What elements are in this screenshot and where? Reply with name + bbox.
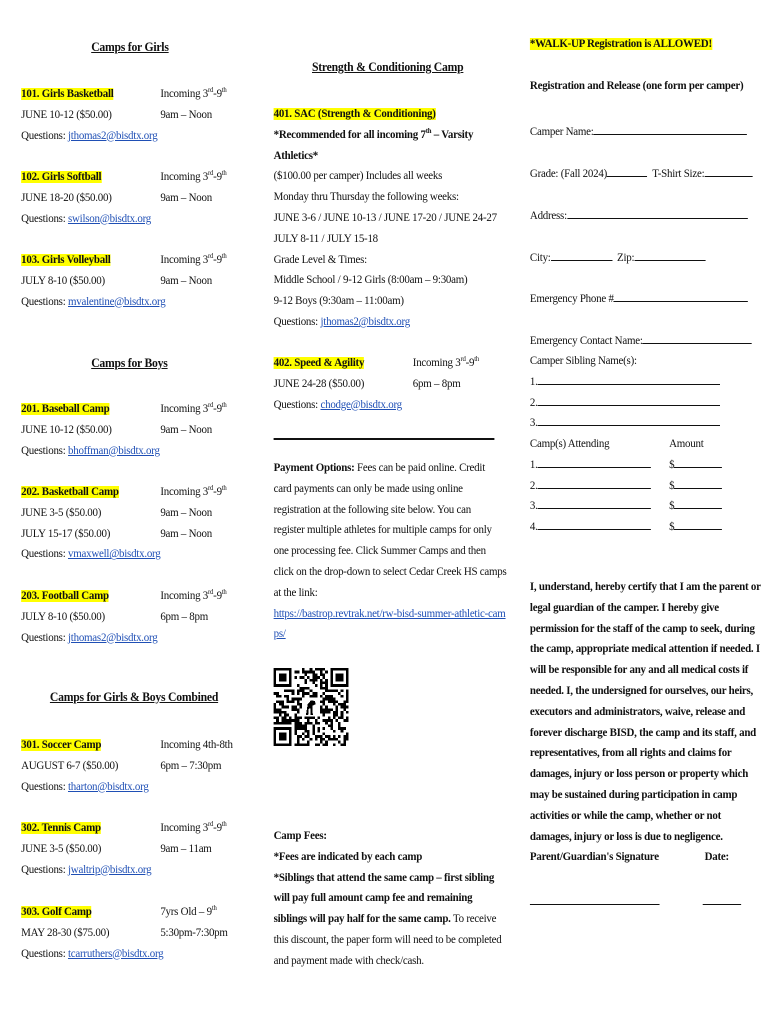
payment-line: click on the drop-down to select Cedar Creek HS camps <box>273 565 507 578</box>
girls-camps-header: Camps for Girls <box>91 40 169 54</box>
date-line[interactable] <box>703 904 741 905</box>
camp-dates: MAY 28-30 ($75.00) <box>21 926 110 939</box>
contact-email-link[interactable]: jthomas2@bisdtx.org <box>67 631 158 644</box>
camp-grade-time: Incoming 4th-8th 6pm – 7:30pm <box>160 739 233 772</box>
fees-line-plain: To receive <box>450 913 497 926</box>
camp-title: 102. Girls Softball <box>21 171 102 183</box>
payment-line: one processing fee. Click Summer Camps and then <box>273 545 486 558</box>
camp-grade-time: Incoming 3rd-9th 9am – Noon <box>160 169 227 204</box>
sac-line: Middle School / 9-12 Girls (8:00am – 9:30am) <box>273 274 468 287</box>
sac-line: 9-12 Boys (9:30am – 11:00am) <box>273 295 404 308</box>
questions-label: Questions: <box>21 631 68 644</box>
payment-options: Payment Options: Fees can be paid online. Credit card payments can only be made using online registration at the following site below. You can register multiple athletes for multiple camps for only one processing fee. Click Summer Camps and then click on the drop-down to select Cedar Creek HS camps at the link: https://bastrop.revtrak.net/rw-bisd-summer-athletic-cam ps/ <box>273 462 507 641</box>
fees-line-bold: siblings will pay half for the same camp. <box>273 913 451 926</box>
combined-camps-header: Camps for Girls & Boys Combined <box>49 690 219 704</box>
questions-label: Questions: <box>273 398 321 411</box>
address-field[interactable] <box>530 206 747 222</box>
contact-email-link[interactable]: mvalentine@bisdtx.org <box>67 295 166 308</box>
fees-line: this discount, the paper form will need to be completed <box>273 933 502 946</box>
release-statement: I, understand, hereby certify that I am the parent or legal guardian of the camper. I hereby give permission for the staff of the camp to seek, during the camp, appropriate medical attention if needed. I will be responsible for any and all medical costs if needed. I, the undersigned for ourselves, our heirs, executors and administrators, waive, release and forever discharge BISD, the camp and its staff, and representatives, from all rights and claims for damages, injury or loss person or property which may be sustained during participation in camp activities or while the camp, whether or not damages, injury or loss is due to negligence. Parent/Guardian's Signature Date: <box>530 577 761 868</box>
camp-title: 302. Tennis Camp <box>21 822 101 834</box>
grade-field[interactable] <box>530 164 752 180</box>
camp-tennis <box>21 818 256 880</box>
camp-dates: JUNE 3-5 ($50.00) <box>21 842 102 855</box>
registration-link-cont[interactable]: ps/ <box>273 628 286 641</box>
camp-attending-row-4[interactable]: 4. $ <box>530 517 751 538</box>
payment-line: at the link: <box>273 586 318 599</box>
camp-baseball <box>21 399 256 461</box>
contact-email-link[interactable]: bhoffman@bisdtx.org <box>67 444 160 457</box>
amount-label: Amount <box>669 438 704 450</box>
camp-girls-softball <box>21 167 256 229</box>
date-label: Date: <box>704 851 729 864</box>
questions-label: Questions: <box>273 315 321 328</box>
sac-recommendation-cont: Athletics* <box>273 149 318 162</box>
fees-line: Camp Fees: <box>273 830 327 842</box>
questions-label: Questions: <box>21 444 68 457</box>
fees-line: and payment made with check/cash. <box>273 954 424 967</box>
city-zip-field[interactable] <box>530 248 705 264</box>
fees-line: *Siblings that attend the same camp – first sibling <box>273 871 495 884</box>
contact-email-link[interactable]: tharton@bisdtx.org <box>67 780 149 793</box>
signature-label: Parent/Guardian's Signature <box>529 851 659 864</box>
sac-recommendation: *Recommended for all incoming 7th – Varsity <box>273 127 474 141</box>
sac-line: Grade Level & Times: <box>273 253 367 266</box>
camp-girls-basketball <box>21 84 256 146</box>
registration-link[interactable]: https://bastrop.revtrak.net/rw-bisd-summer-athletic-cam <box>273 607 506 620</box>
camp-grade-time: Incoming 3rd-9th 9am – Noon 9am – Noon <box>160 484 227 540</box>
questions-label: Questions: <box>21 129 68 142</box>
camp-grade-time: Incoming 3rd-9th 6pm – 8pm <box>412 355 480 390</box>
emergency-contact-field[interactable] <box>530 331 752 347</box>
contact-email-link[interactable]: swilson@bisdtx.org <box>67 212 152 225</box>
city-label: City: <box>529 252 551 264</box>
camp-basketball <box>21 482 256 565</box>
contact-email-link[interactable]: tcarruthers@bisdtx.org <box>67 947 164 960</box>
camp-dates-2: JULY 15-17 ($50.00) <box>21 527 111 540</box>
contact-email-link[interactable]: jthomas2@bisdtx.org <box>67 129 158 142</box>
camp-title: 201. Baseball Camp <box>21 403 110 415</box>
payment-line: registration at the following site below. You can <box>273 503 471 516</box>
sac-line: JUNE 3-6 / JUNE 10-13 / JUNE 17-20 / JUNE 24-27 <box>273 211 497 224</box>
questions-label: Questions: <box>21 780 68 793</box>
contact-email-link[interactable]: jthomas2@bisdtx.org <box>320 315 410 328</box>
sac-line: Monday thru Thursday the following weeks: <box>273 191 459 204</box>
camp-title: 202. Basketball Camp <box>21 486 119 498</box>
payment-line: register multiple athletes for multiple camps for only <box>273 524 492 537</box>
fees-line: will pay full amount camp fee and remaining <box>273 892 473 905</box>
sibling-section <box>530 351 720 434</box>
questions-label: Questions: <box>21 295 68 308</box>
strength-camp-header: Strength & Conditioning Camp <box>312 60 464 74</box>
signature-line[interactable] <box>530 904 660 905</box>
sibling-line-3[interactable]: 3. <box>530 413 720 434</box>
camp-grade-time: Incoming 3rd-9th 9am – Noon <box>160 86 227 121</box>
camp-sac <box>274 104 497 333</box>
emergency-phone-label: Emergency Phone # <box>529 293 614 305</box>
questions-label: Questions: <box>21 548 68 561</box>
emergency-phone-field[interactable] <box>530 289 748 305</box>
camp-title: 303. Golf Camp <box>21 906 92 918</box>
sac-line: JULY 8-11 / JULY 15-18 <box>273 232 378 245</box>
camp-soccer <box>21 735 256 797</box>
qr-center-logo <box>302 698 320 717</box>
camp-title: 402. Speed & Agility <box>273 357 365 369</box>
camp-title: 103. Girls Volleyball <box>21 254 111 266</box>
camp-dates: JUNE 10-12 ($50.00) <box>21 108 112 121</box>
emergency-contact-label: Emergency Contact Name: <box>529 335 643 347</box>
camps-attending-section <box>530 434 751 538</box>
zip-label: Zip: <box>617 252 635 264</box>
questions-label: Questions: <box>21 947 68 960</box>
address-label: Address: <box>529 210 567 222</box>
camp-dates: JULY 8-10 ($50.00) <box>21 610 105 623</box>
camp-football <box>21 586 256 648</box>
payment-label: Payment Options: <box>273 462 355 474</box>
camp-title: 301. Soccer Camp <box>21 739 102 751</box>
section-divider <box>274 438 495 440</box>
camp-attending-row-3[interactable]: 3. $ <box>530 496 751 517</box>
camp-title: 203. Football Camp <box>21 590 109 602</box>
contact-email-link[interactable]: chodge@bisdtx.org <box>320 398 402 411</box>
contact-email-link[interactable]: vmaxwell@bisdtx.org <box>67 548 161 561</box>
camp-dates: JULY 8-10 ($50.00) <box>21 274 105 287</box>
camper-name-field[interactable] <box>530 122 747 138</box>
contact-email-link[interactable]: jwaltrip@bisdtx.org <box>67 863 152 876</box>
questions-label: Questions: <box>21 212 68 225</box>
sibling-label: Camper Sibling Name(s): <box>529 355 637 367</box>
camp-grade-time: Incoming 3rd-9th 9am – Noon <box>160 401 227 436</box>
camp-grade-time: 7yrs Old – 9th 5:30pm-7:30pm <box>160 904 228 939</box>
camper-name-label: Camper Name: <box>529 126 594 138</box>
camp-dates: JUNE 10-12 ($50.00) <box>21 423 112 436</box>
camps-attending-label: Camp(s) Attending <box>529 438 610 450</box>
fees-line: *Fees are indicated by each camp <box>273 850 423 863</box>
camp-title: 101. Girls Basketball <box>21 88 114 100</box>
sibling-line-1[interactable]: 1. <box>530 372 720 393</box>
camp-dates: JUNE 3-5 ($50.00) <box>21 506 102 519</box>
tshirt-label: T-Shirt Size: <box>652 168 705 180</box>
grade-label: Grade: (Fall 2024) <box>529 168 607 180</box>
camp-speed-agility <box>274 353 504 415</box>
camp-dates: AUGUST 6-7 ($50.00) <box>21 759 119 772</box>
camp-attending-row-1[interactable]: 1. $ <box>530 455 751 476</box>
registration-title: Registration and Release (one form per camper) <box>529 80 744 92</box>
walkup-notice: *WALK-UP Registration is ALLOWED! <box>529 38 712 50</box>
payment-line: card payments can only be made using online <box>273 482 463 495</box>
camp-attending-row-2[interactable]: 2. $ <box>530 476 751 497</box>
camp-grade-time: Incoming 3rd-9th 6pm – 8pm <box>160 588 227 623</box>
camp-grade-time: Incoming 3rd-9th 9am – Noon <box>160 252 227 287</box>
camp-dates: JUNE 18-20 ($50.00) <box>21 191 112 204</box>
qr-code-image[interactable] <box>274 668 349 746</box>
questions-label: Questions: <box>21 863 68 876</box>
camp-title: 401. SAC (Strength & Conditioning) <box>273 108 436 120</box>
sac-line: ($100.00 per camper) Includes all weeks <box>273 170 443 183</box>
camp-grade-time: Incoming 3rd-9th 9am – 11am <box>160 820 227 855</box>
sibling-line-2[interactable]: 2. <box>530 393 720 414</box>
camp-girls-volleyball <box>21 250 256 312</box>
boys-camps-header: Camps for Boys <box>91 356 168 370</box>
camp-fees <box>274 826 502 972</box>
camp-golf <box>21 902 256 964</box>
camp-dates: JUNE 24-28 ($50.00) <box>273 377 365 390</box>
